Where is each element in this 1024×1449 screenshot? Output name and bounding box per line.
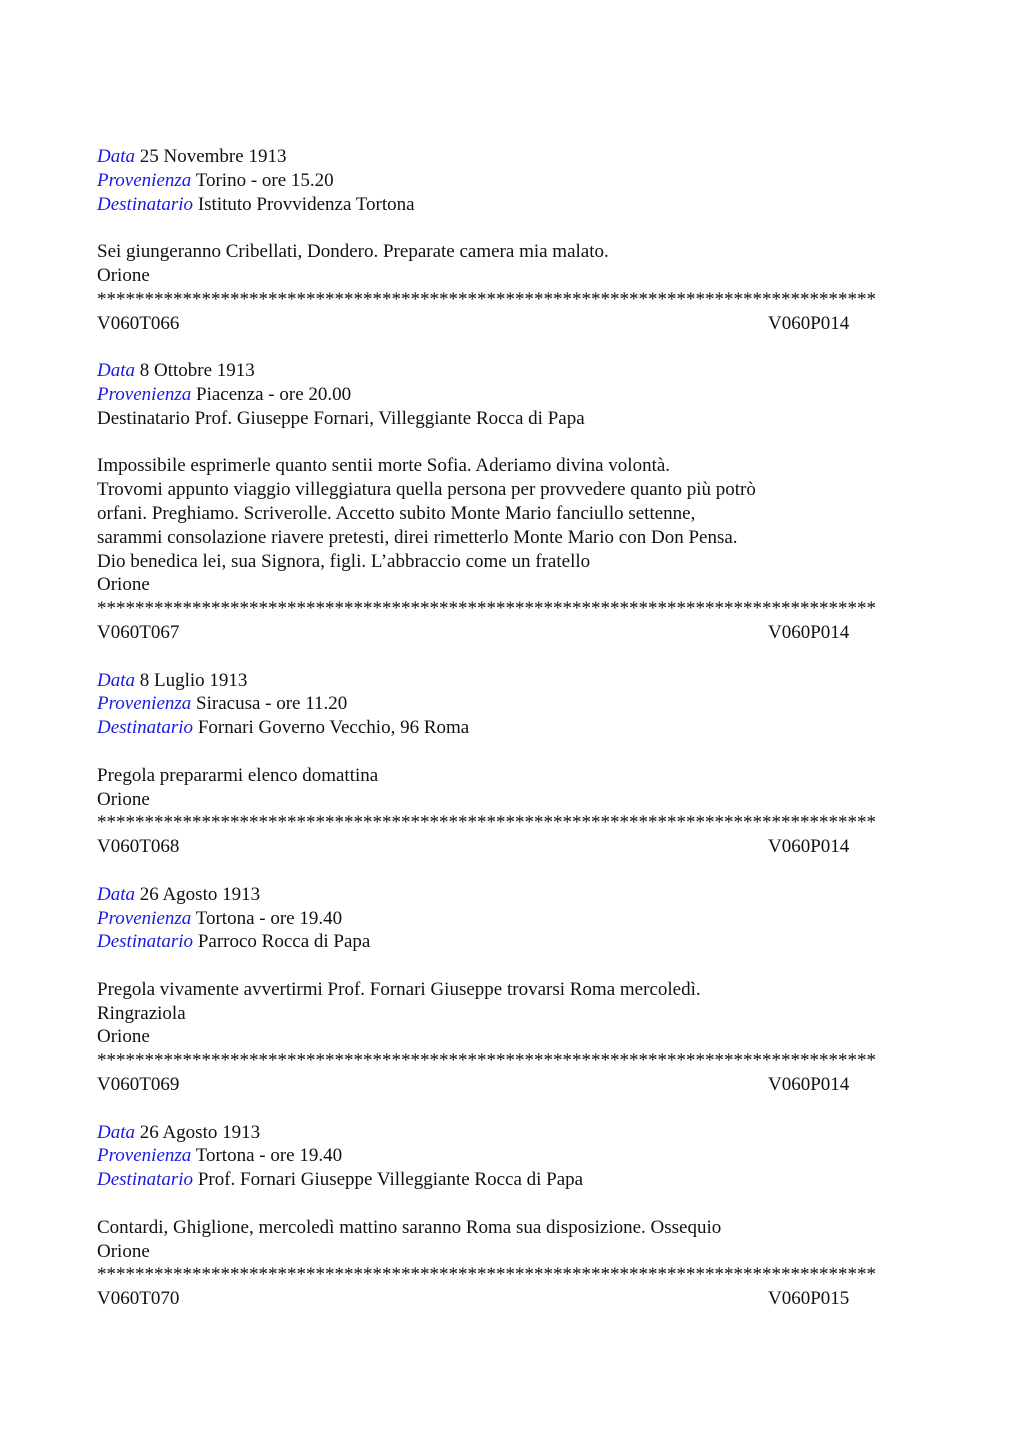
date-label: Data [97,360,135,382]
message-line: Pregola prepararmi elenco domattina [97,764,379,786]
telegram-entry [97,669,927,883]
page-code: V060P014 [768,621,850,643]
spacer [97,859,927,883]
origin-label: Provenienza [97,1145,192,1167]
origin-line [97,907,927,931]
telegram-code: V060T068 [97,836,180,858]
message-line: sarammi consolazione riavere pretesti, direi rimetterlo Monte Mario con Don Pensa. [97,526,738,548]
spacer [97,645,927,669]
message-line: Dio benedica lei, sua Signora, figli. L’abbraccio come un fratello [97,550,591,572]
signature: Orione [97,788,150,810]
origin-value: Piacenza - ore 20.00 [196,383,352,405]
recipient-label: Destinatario [97,717,194,739]
spacer [97,335,927,359]
signature: Orione [97,1240,150,1262]
separator: ********************************************************************************** [97,1264,876,1286]
page-code: V060P014 [768,1074,850,1096]
telegram-code: V060T066 [97,312,180,334]
spacer [97,216,927,240]
page-code: V060P014 [768,836,850,858]
document-page [97,145,927,1311]
message-line: Impossibile esprimerle quanto sentii morte Sofia. Aderiamo divina volontà. [97,455,671,477]
recipient-line [97,1168,927,1192]
recipient-line [97,407,927,431]
origin-label: Provenienza [97,693,192,715]
date-value: 26 Agosto 1913 [139,1121,261,1143]
recipient-value: Parroco Rocca di Papa [197,931,371,953]
message-line: Ringraziola [97,1002,186,1024]
origin-value: Tortona - ore 19.40 [195,1145,343,1167]
recipient-label: Destinatario [97,1169,194,1191]
origin-value: Siracusa - ore 11.20 [196,693,348,715]
page-code: V060P015 [768,1288,850,1310]
recipient-value: Prof. Giuseppe Fornari, Villeggiante Rocca di Papa [194,407,585,429]
recipient-line [97,716,927,740]
reference-codes [97,621,927,645]
origin-label: Provenienza [97,383,192,405]
recipient-value: Istituto Provvidenza Tortona [197,193,415,215]
message-line: Sei giungeranno Cribellati, Dondero. Preparate camera mia malato. [97,241,609,263]
telegram-entry [97,883,927,1121]
telegram-code: V060T069 [97,1074,180,1096]
date-line [97,145,927,169]
date-line [97,669,927,693]
separator: ********************************************************************************** [97,288,876,310]
telegram-entry [97,359,927,668]
date-value: 8 Ottobre 1913 [139,360,255,382]
reference-codes [97,835,927,859]
date-label: Data [97,146,135,167]
date-line [97,883,927,907]
origin-label: Provenienza [97,169,192,191]
signature: Orione [97,1026,150,1048]
date-line [97,1121,927,1145]
date-label: Data [97,1121,135,1143]
origin-line [97,169,927,193]
message-line: Pregola vivamente avvertirmi Prof. Fornari Giuseppe trovarsi Roma mercoledì. [97,978,701,1000]
reference-codes [97,1073,927,1097]
reference-codes [97,312,927,336]
origin-value: Tortona - ore 19.40 [195,907,343,929]
origin-value: Torino - ore 15.20 [195,169,334,191]
separator: ********************************************************************************** [97,1050,876,1072]
separator: ********************************************************************************** [97,598,876,620]
recipient-line [97,193,927,217]
telegram-entry [97,145,927,359]
recipient-label: Destinatario [97,193,194,215]
date-value: 26 Agosto 1913 [139,883,261,905]
date-value: 8 Luglio 1913 [139,669,248,691]
spacer [97,431,927,455]
spacer [97,954,927,978]
recipient-value: Fornari Governo Vecchio, 96 Roma [197,717,470,739]
separator: ********************************************************************************** [97,812,876,834]
recipient-line [97,930,927,954]
signature: Orione [97,264,150,286]
date-label: Data [97,883,135,905]
date-value: 25 Novembre 1913 [139,146,287,167]
recipient-label: Destinatario [97,407,190,429]
message-line: Contardi, Ghiglione, mercoledì mattino saranno Roma sua disposizione. Ossequio [97,1216,722,1238]
telegram-entry [97,1121,927,1311]
page-code: V060P014 [768,312,850,334]
recipient-value: Prof. Fornari Giuseppe Villeggiante Rocca di Papa [197,1169,584,1191]
origin-line [97,1144,927,1168]
reference-codes [97,1287,927,1311]
spacer [97,1097,927,1121]
telegram-code: V060T070 [97,1288,180,1310]
origin-label: Provenienza [97,907,192,929]
spacer [97,1192,927,1216]
telegram-code: V060T067 [97,621,180,643]
message-line: Trovomi appunto viaggio villeggiatura quella persona per provvedere quanto più potrò [97,479,756,501]
date-label: Data [97,669,135,691]
date-line [97,359,927,383]
origin-line [97,383,927,407]
origin-line [97,692,927,716]
signature: Orione [97,574,150,596]
recipient-label: Destinatario [97,931,194,953]
spacer [97,740,927,764]
message-line: orfani. Preghiamo. Scriverolle. Accetto subito Monte Mario fanciullo settenne, [97,502,696,524]
